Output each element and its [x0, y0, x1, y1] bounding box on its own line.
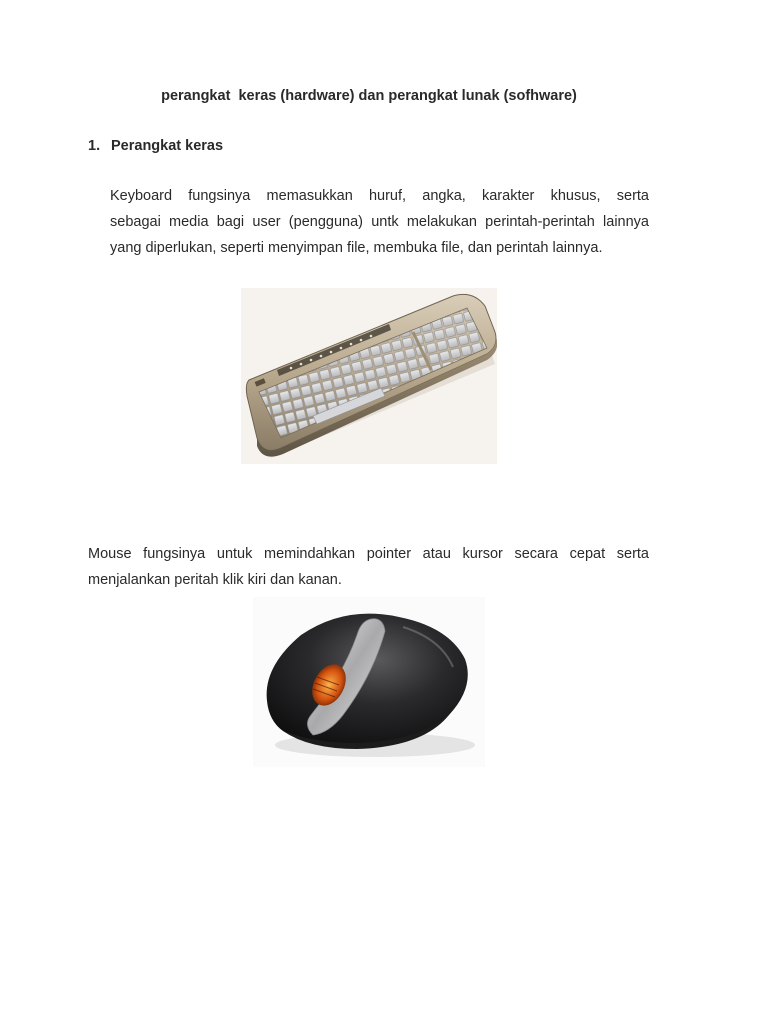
keyboard-illustration: [241, 288, 497, 464]
page-title: perangkat keras (hardware) dan perangkat lunak (sofhware): [161, 88, 577, 104]
mouse-illustration: [253, 597, 485, 767]
mouse-image: [253, 597, 485, 767]
mouse-paragraph-line: Mouse fungsinya untuk memindahkan pointer atau kursor secara cepat serta: [88, 546, 649, 562]
keyboard-image: [241, 288, 497, 464]
keyboard-paragraph: [110, 183, 649, 261]
keyboard-paragraph-line: sebagai media bagi user (pengguna) untk melakukan perintah-perintah lainnya: [110, 214, 649, 230]
keyboard-paragraph-line: Keyboard fungsinya memasukkan huruf, angka, karakter khusus, serta: [110, 188, 649, 204]
section-heading-text: Perangkat keras: [111, 138, 224, 154]
keyboard-paragraph-line: yang diperlukan, seperti menyimpan file, membuka file, dan perintah lainnya.: [110, 240, 603, 256]
mouse-paragraph: [88, 541, 649, 593]
section-heading: [88, 138, 223, 154]
mouse-paragraph-line: menjalankan peritah klik kiri dan kanan.: [88, 572, 342, 588]
section-number: 1.: [88, 138, 101, 154]
